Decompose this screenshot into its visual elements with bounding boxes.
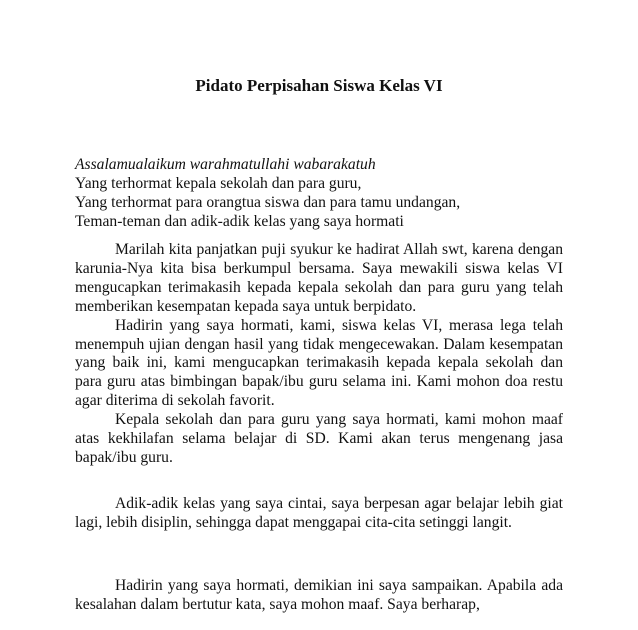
- body-section-advice: [75, 495, 563, 533]
- paragraph-closing: Hadirin yang saya hormati, demikian ini saya sampaikan. Apabila ada kesalahan dalam bertutur kata, saya mohon maaf. Saya berharap,: [75, 577, 563, 613]
- greeting-line-parents: Yang terhormat para orangtua siswa dan para tamu undangan,: [75, 193, 461, 211]
- body-section-closing: [75, 577, 563, 615]
- greeting-line-principal: Yang terhormat kepala sekolah dan para guru,: [75, 174, 362, 192]
- greeting-line-friends: Teman-teman dan adik-adik kelas yang saya hormati: [75, 212, 404, 230]
- paragraph-exam: Hadirin yang saya hormati, kami, siswa kelas VI, merasa lega telah menempuh ujian dengan hasil yang tidak mengecewakan. Dalam kesempatan yang baik ini, kami mengucapkan terimakasih kepada kepala sekolah dan para guru atas bimbingan bapak/ibu guru selama ini. Kami mohon doa restu agar diterima di sekolah favorit.: [75, 316, 563, 410]
- paragraph-advice: Adik-adik kelas yang saya cintai, saya berpesan agar belajar lebih giat lagi, lebih disiplin, sehingga dapat menggapai cita-cita setinggi langit.: [75, 495, 563, 531]
- greeting-block: [75, 156, 563, 232]
- paragraph-apology: Kepala sekolah dan para guru yang saya hormati, kami mohon maaf atas kekhilafan selama belajar di SD. Kami akan terus mengenang jasa bapak/ibu guru.: [75, 411, 563, 466]
- page-title: Pidato Perpisahan Siswa Kelas VI: [195, 76, 443, 95]
- greeting-line-salam: Assalamualaikum warahmatullahi wabarakatuh: [75, 156, 376, 173]
- paragraph-opening: Marilah kita panjatkan puji syukur ke hadirat Allah swt, karena dengan karunia-Nya kita bisa berkumpul bersama. Saya mewakili siswa kelas VI mengucapkan terimakasih kepada kepala sekolah dan para guru yang telah memberikan kesempatan kepada saya untuk berpidato.: [75, 241, 563, 315]
- body-section-main: [75, 241, 563, 468]
